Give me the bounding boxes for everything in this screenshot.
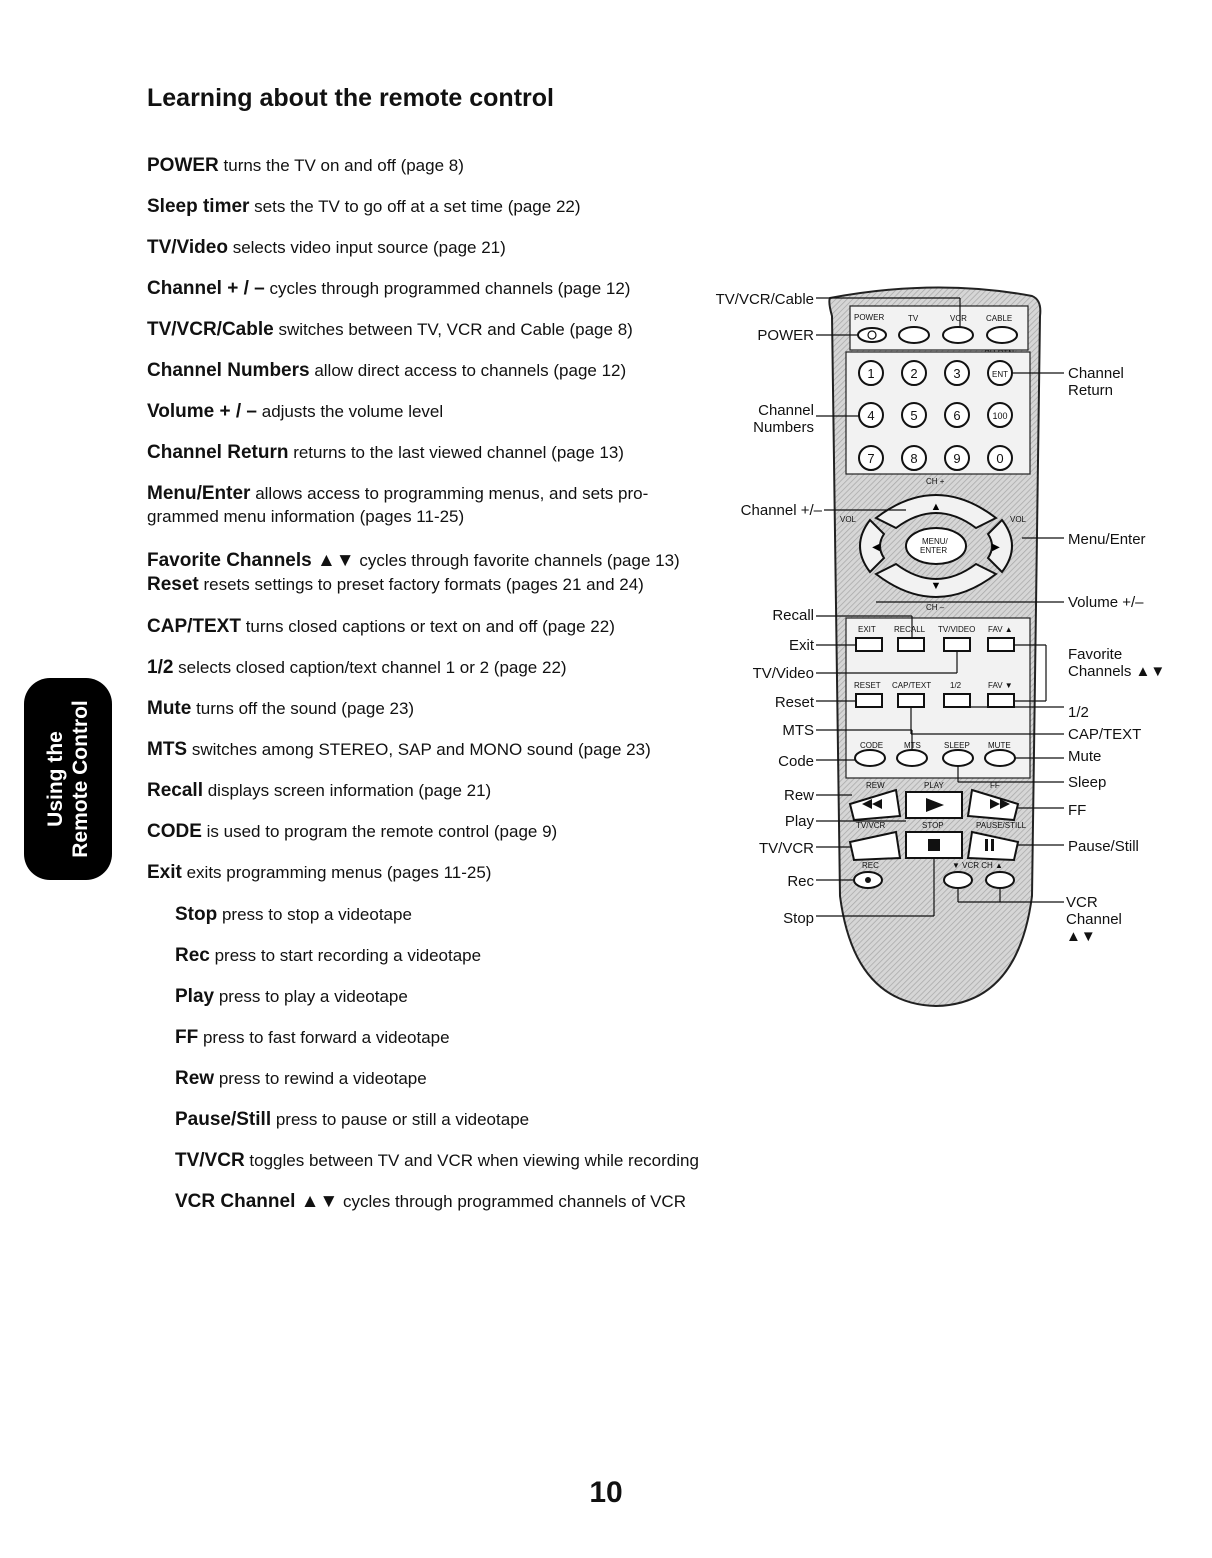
half-button <box>944 694 970 707</box>
item-mts: MTS switches among STEREO, SAP and MONO sound (page 23) <box>147 739 651 760</box>
item-recall: Recall displays screen information (page 21) <box>147 780 492 801</box>
section-tab-label: Using the Remote Control <box>44 700 92 858</box>
svg-text:EXIT: EXIT <box>858 625 876 634</box>
svg-text:CODE: CODE <box>860 741 884 750</box>
svg-text:◀: ◀ <box>872 542 880 553</box>
svg-text:VCR: VCR <box>950 314 967 323</box>
svg-text:TV/VIDEO: TV/VIDEO <box>938 625 976 634</box>
label-vcr-channel-1: VCR <box>1066 894 1098 911</box>
svg-text:REW: REW <box>866 781 885 790</box>
vcr-item-ff: FF press to fast forward a videotape <box>175 1027 450 1048</box>
svg-text:PLAY: PLAY <box>924 781 944 790</box>
item-sleep-timer: Sleep timer sets the TV to go off at a set time (page 22) <box>147 196 581 217</box>
svg-text:FF: FF <box>990 781 1000 790</box>
svg-text:MENU/: MENU/ <box>922 537 948 546</box>
svg-text:STOP: STOP <box>922 821 944 830</box>
vcr-item-stop: Stop press to stop a videotape <box>175 904 412 925</box>
exit-button <box>856 638 882 651</box>
svg-text:0: 0 <box>996 451 1004 466</box>
label-exit: Exit <box>788 637 814 654</box>
page-number: 10 <box>589 1476 623 1509</box>
label-code: Code <box>778 753 814 770</box>
svg-text:CABLE: CABLE <box>986 314 1013 323</box>
recall-button <box>898 638 924 651</box>
svg-text:3: 3 <box>953 366 961 381</box>
item-code: CODE is used to program the remote control (page 9) <box>147 821 558 842</box>
item-mute: Mute turns off the sound (page 23) <box>147 698 415 719</box>
reset-button <box>856 694 882 707</box>
svg-text:5: 5 <box>910 408 918 423</box>
item-favorite-channels: Favorite Channels ▲▼ cycles through favorite channels (page 13) <box>147 550 680 571</box>
label-cap-text: CAP/TEXT <box>1068 726 1142 743</box>
label-channel-numbers-1: Channel <box>758 402 814 419</box>
svg-text:1: 1 <box>867 366 875 381</box>
label-reset: Reset <box>774 694 814 711</box>
label-power: POWER <box>757 327 814 344</box>
vcr-item-pause-still: Pause/Still press to pause or still a videotape <box>175 1109 530 1130</box>
item-cap-text: CAP/TEXT turns closed captions or text on and off (page 22) <box>147 616 615 637</box>
item-reset: Reset resets settings to preset factory formats (pages 21 and 24) <box>147 574 644 595</box>
vcr-item-tv-vcr: TV/VCR toggles between TV and VCR when viewing while recording <box>175 1150 699 1171</box>
svg-text:TV: TV <box>908 314 919 323</box>
label-half: 1/2 <box>1068 704 1089 721</box>
svg-text:ENT: ENT <box>992 370 1008 379</box>
power-button <box>858 328 886 342</box>
tvvideo-button <box>944 638 970 651</box>
label-channel-return-1: Channel <box>1068 365 1124 382</box>
captext-button <box>898 694 924 707</box>
label-mute: Mute <box>1068 748 1102 765</box>
label-pause-still: Pause/Still <box>1068 838 1139 855</box>
mts-button <box>897 750 927 766</box>
section-tab <box>24 678 112 880</box>
svg-text:MUTE: MUTE <box>988 741 1011 750</box>
label-vcr-channel-2: Channel <box>1066 911 1122 928</box>
svg-text:CAP/TEXT: CAP/TEXT <box>892 681 932 690</box>
item-menu-enter: Menu/Enter allows access to programming menus, and sets pro-grammed menu information (pages 11-25) <box>147 483 649 526</box>
svg-text:2: 2 <box>910 366 918 381</box>
label-rew: Rew <box>783 787 814 804</box>
svg-text:RESET: RESET <box>854 681 881 690</box>
svg-text:8: 8 <box>910 451 918 466</box>
label-rec: Rec <box>787 873 814 890</box>
svg-text:FAV ▲: FAV ▲ <box>988 625 1013 634</box>
label-channel-numbers-2: Numbers <box>753 419 814 436</box>
svg-text:100: 100 <box>992 411 1008 421</box>
vcr-item-rew: Rew press to rewind a videotape <box>175 1068 427 1089</box>
svg-text:4: 4 <box>867 408 875 423</box>
vcr-ch-down-button <box>944 872 972 888</box>
label-vcr-channel-3: ▲▼ <box>1066 928 1096 945</box>
svg-text:7: 7 <box>867 451 875 466</box>
vcr-item-vcr-channel: VCR Channel ▲▼ cycles through programmed channels of VCR <box>175 1191 686 1212</box>
label-stop: Stop <box>783 910 814 927</box>
label-tv-video: TV/Video <box>752 665 814 682</box>
label-menu-enter: Menu/Enter <box>1068 531 1146 548</box>
item-tv-vcr-cable: TV/VCR/Cable switches between TV, VCR and Cable (page 8) <box>147 319 633 340</box>
label-volume: Volume +/– <box>1068 594 1144 611</box>
label-favorite-1: Favorite <box>1068 646 1123 663</box>
svg-text:SLEEP: SLEEP <box>944 741 970 750</box>
fav-up-button <box>988 638 1014 651</box>
svg-text:PAUSE/STILL: PAUSE/STILL <box>976 821 1027 830</box>
label-channel-plus-minus: Channel +/– <box>740 502 822 519</box>
svg-text:MTS: MTS <box>904 741 921 750</box>
vcr-item-rec: Rec press to start recording a videotape <box>175 945 482 966</box>
page-title: Learning about the remote control <box>147 84 554 112</box>
sleep-button <box>943 750 973 766</box>
svg-text:REC: REC <box>862 861 879 870</box>
svg-text:1/2: 1/2 <box>950 681 962 690</box>
cable-button <box>987 327 1017 343</box>
item-tv-video: TV/Video selects video input source (page 21) <box>147 237 506 258</box>
svg-text:VOL: VOL <box>840 515 857 524</box>
svg-text:▼ VCR CH ▲: ▼ VCR CH ▲ <box>952 861 1003 870</box>
svg-text:CH –: CH – <box>926 603 945 612</box>
svg-text:ENTER: ENTER <box>920 546 948 555</box>
item-volume: Volume + / – adjusts the volume level <box>147 401 444 422</box>
label-tv-vcr-cable: TV/VCR/Cable <box>715 291 814 308</box>
item-power: POWER turns the TV on and off (page 8) <box>147 155 464 176</box>
svg-text:FAV ▼: FAV ▼ <box>988 681 1013 690</box>
fav-down-button <box>988 694 1014 707</box>
svg-text:▼: ▼ <box>930 580 942 592</box>
label-channel-return-2: Return <box>1068 382 1114 399</box>
label-sleep: Sleep <box>1068 774 1107 791</box>
power-button-label: POWER <box>854 313 885 322</box>
svg-text:9: 9 <box>953 451 961 466</box>
svg-text:VOL: VOL <box>1010 515 1027 524</box>
svg-text:▶: ▶ <box>992 542 1000 553</box>
remote-control-figure <box>700 276 1180 1016</box>
label-mts: MTS <box>782 722 814 739</box>
svg-text:6: 6 <box>953 408 961 423</box>
vcr-ch-up-button <box>986 872 1014 888</box>
tv-button <box>899 327 929 343</box>
code-button <box>855 750 885 766</box>
svg-text:TV/VCR: TV/VCR <box>856 821 886 830</box>
svg-text:▲: ▲ <box>930 501 942 513</box>
item-exit: Exit exits programming menus (pages 11-25) <box>147 862 492 883</box>
label-play: Play <box>784 813 814 830</box>
item-half: 1/2 selects closed caption/text channel 1 or 2 (page 22) <box>147 657 567 678</box>
label-ff: FF <box>1068 802 1087 819</box>
vcr-item-play: Play press to play a videotape <box>175 986 408 1007</box>
svg-text:RECALL: RECALL <box>894 625 926 634</box>
label-favorite-2: Channels ▲▼ <box>1068 663 1166 680</box>
mute-button <box>985 750 1015 766</box>
svg-text:CH +: CH + <box>926 477 945 486</box>
item-channel-return: Channel Return returns to the last viewed channel (page 13) <box>147 442 624 463</box>
item-channel-numbers: Channel Numbers allow direct access to channels (page 12) <box>147 360 627 381</box>
label-tv-vcr: TV/VCR <box>758 840 814 857</box>
label-recall: Recall <box>772 607 814 624</box>
item-channel-plus-minus: Channel + / – cycles through programmed channels (page 12) <box>147 278 631 299</box>
vcr-button <box>943 327 973 343</box>
